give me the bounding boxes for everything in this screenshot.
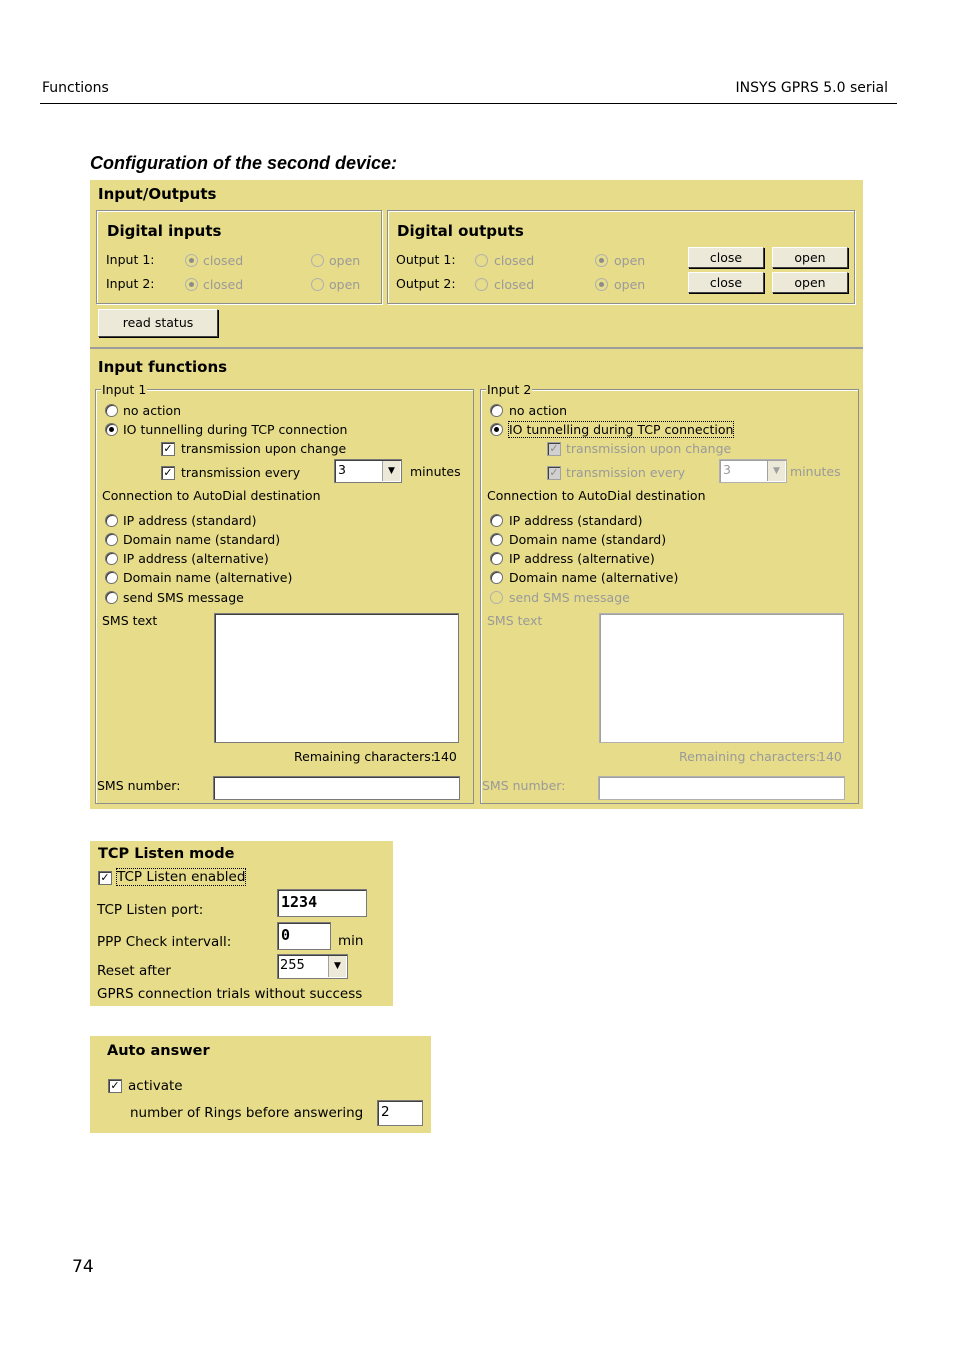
header-rule bbox=[40, 103, 897, 104]
input2-closed-radio bbox=[185, 278, 198, 291]
input-functions-title: Input functions bbox=[98, 358, 228, 376]
digital-outputs-box bbox=[387, 210, 855, 304]
input2-domain-standard-radio[interactable] bbox=[490, 533, 503, 546]
header-section: Functions bbox=[42, 80, 109, 96]
input1-closed-label: closed bbox=[203, 253, 244, 268]
input1-domain-alternative-label: Domain name (alternative) bbox=[123, 570, 293, 585]
input2-ip-standard-radio[interactable] bbox=[490, 514, 503, 527]
input1-domain-alternative-radio[interactable] bbox=[105, 571, 118, 584]
chevron-down-icon[interactable]: ▼ bbox=[767, 461, 785, 481]
reset-after-value: 255 bbox=[280, 958, 305, 973]
tcp-listen-port-label: TCP Listen port: bbox=[97, 902, 204, 918]
input2-no-action-radio[interactable] bbox=[490, 404, 503, 417]
tcp-listen-panel bbox=[90, 841, 393, 1006]
input2-label: Input 2: bbox=[106, 276, 155, 291]
tcp-listen-enabled-checkbox[interactable]: ✓ bbox=[98, 871, 112, 885]
input2-autodial-label: Connection to AutoDial destination bbox=[487, 488, 706, 503]
input2-ip-alternative-label: IP address (alternative) bbox=[509, 551, 655, 566]
output2-open-button[interactable]: open bbox=[772, 272, 848, 293]
auto-answer-title: Auto answer bbox=[107, 1043, 210, 1059]
input2-no-action-label: no action bbox=[509, 403, 568, 418]
input1-sms-number-field[interactable] bbox=[213, 776, 460, 800]
input2-send-sms-radio[interactable] bbox=[490, 591, 503, 604]
output1-close-button[interactable]: close bbox=[688, 247, 764, 268]
output2-label: Output 2: bbox=[396, 276, 456, 291]
reset-after-select[interactable] bbox=[277, 954, 348, 979]
input2-minutes-label: minutes bbox=[790, 464, 841, 479]
input1-closed-radio bbox=[185, 254, 198, 267]
input1-ip-alternative-label: IP address (alternative) bbox=[123, 551, 269, 566]
input1-no-action-radio[interactable] bbox=[105, 404, 118, 417]
header-product: INSYS GPRS 5.0 serial bbox=[735, 80, 888, 96]
input2-sms-textarea[interactable] bbox=[599, 613, 844, 743]
rings-label: number of Rings before answering bbox=[130, 1105, 364, 1121]
output1-closed-label: closed bbox=[494, 253, 535, 268]
input2-remaining-value: 140 bbox=[818, 749, 842, 764]
input1-label: Input 1: bbox=[106, 252, 155, 267]
input1-ip-standard-label: IP address (standard) bbox=[123, 513, 257, 528]
input2-interval-value: 3 bbox=[723, 462, 731, 477]
tcp-listen-title: TCP Listen mode bbox=[98, 846, 235, 862]
input1-domain-standard-radio[interactable] bbox=[105, 533, 118, 546]
digital-inputs-box bbox=[96, 210, 382, 304]
input1-autodial-label: Connection to AutoDial destination bbox=[102, 488, 321, 503]
input1-remaining-value: 140 bbox=[433, 749, 457, 764]
input1-transmission-every-checkbox[interactable]: ✓ bbox=[161, 466, 175, 480]
input1-transmission-every-label: transmission every bbox=[181, 465, 301, 480]
input1-sms-text-label: SMS text bbox=[102, 613, 158, 628]
input1-remaining-label: Remaining characters: bbox=[294, 749, 435, 764]
tcp-listen-enabled-label: TCP Listen enabled bbox=[117, 869, 246, 885]
input1-minutes-label: minutes bbox=[410, 464, 461, 479]
output2-open-radio bbox=[595, 278, 608, 291]
output2-closed-radio bbox=[475, 278, 488, 291]
input2-remaining-label: Remaining characters: bbox=[679, 749, 820, 764]
input1-sms-textarea[interactable] bbox=[214, 613, 459, 743]
output1-open-radio bbox=[595, 254, 608, 267]
input1-open-label: open bbox=[329, 253, 361, 268]
input2-transmission-every-checkbox[interactable]: ✓ bbox=[547, 466, 561, 480]
input2-sms-number-field[interactable] bbox=[598, 776, 845, 800]
auto-answer-panel bbox=[90, 1036, 431, 1133]
digital-inputs-title: Digital inputs bbox=[107, 222, 222, 240]
chevron-down-icon[interactable]: ▼ bbox=[328, 956, 346, 977]
input1-interval-select[interactable] bbox=[334, 459, 402, 483]
output1-open-button[interactable]: open bbox=[772, 247, 848, 268]
input1-io-tunnelling-radio[interactable] bbox=[105, 423, 118, 436]
output1-open-label: open bbox=[614, 253, 646, 268]
output2-closed-label: closed bbox=[494, 277, 535, 292]
output2-open-label: open bbox=[614, 277, 646, 292]
auto-answer-activate-label: activate bbox=[128, 1078, 183, 1094]
rings-input[interactable] bbox=[377, 1100, 423, 1126]
input1-ip-standard-radio[interactable] bbox=[105, 514, 118, 527]
ppp-check-label: PPP Check intervall: bbox=[97, 934, 232, 950]
input2-domain-alternative-radio[interactable] bbox=[490, 571, 503, 584]
input1-legend: Input 1 bbox=[102, 382, 147, 397]
input1-no-action-label: no action bbox=[123, 403, 182, 418]
gprs-trials-label: GPRS connection trials without success bbox=[97, 986, 363, 1002]
input1-send-sms-label: send SMS message bbox=[123, 590, 244, 605]
input2-transmission-every-label: transmission every bbox=[566, 465, 686, 480]
input2-sms-text-label: SMS text bbox=[487, 613, 543, 628]
tcp-listen-port-input[interactable] bbox=[277, 889, 367, 917]
ppp-check-input[interactable] bbox=[277, 922, 331, 950]
input1-domain-standard-label: Domain name (standard) bbox=[123, 532, 281, 547]
io-panel bbox=[90, 180, 863, 347]
input2-legend: Input 2 bbox=[487, 382, 532, 397]
output2-close-button[interactable]: close bbox=[688, 272, 764, 293]
ppp-check-value: 0 bbox=[281, 926, 291, 944]
input2-interval-select[interactable] bbox=[719, 459, 787, 483]
chevron-down-icon[interactable]: ▼ bbox=[382, 461, 400, 481]
input2-io-tunnelling-label: IO tunnelling during TCP connection bbox=[509, 422, 734, 437]
input1-send-sms-radio[interactable] bbox=[105, 591, 118, 604]
input2-transmission-change-label: transmission upon change bbox=[566, 441, 732, 456]
rings-value: 2 bbox=[381, 1104, 390, 1120]
page-number: 74 bbox=[72, 1257, 94, 1277]
reset-after-label: Reset after bbox=[97, 963, 171, 979]
input2-open-label: open bbox=[329, 277, 361, 292]
input2-io-tunnelling-radio[interactable] bbox=[490, 423, 503, 436]
input2-domain-standard-label: Domain name (standard) bbox=[509, 532, 667, 547]
digital-outputs-title: Digital outputs bbox=[397, 222, 524, 240]
input2-closed-label: closed bbox=[203, 277, 244, 292]
input2-open-radio bbox=[311, 278, 324, 291]
input2-transmission-change-checkbox[interactable]: ✓ bbox=[547, 442, 561, 456]
input2-ip-standard-label: IP address (standard) bbox=[509, 513, 643, 528]
input1-ip-alternative-radio[interactable] bbox=[105, 552, 118, 565]
input2-domain-alternative-label: Domain name (alternative) bbox=[509, 570, 679, 585]
input2-send-sms-label: send SMS message bbox=[509, 590, 630, 605]
input1-interval-value: 3 bbox=[338, 462, 346, 477]
auto-answer-activate-checkbox[interactable]: ✓ bbox=[108, 1079, 122, 1093]
output1-closed-radio bbox=[475, 254, 488, 267]
input1-transmission-change-label: transmission upon change bbox=[181, 441, 347, 456]
input1-sms-number-label: SMS number: bbox=[97, 778, 181, 793]
input1-transmission-change-checkbox[interactable]: ✓ bbox=[161, 442, 175, 456]
input2-ip-alternative-radio[interactable] bbox=[490, 552, 503, 565]
input-functions-panel bbox=[90, 352, 863, 809]
io-panel-title: Input/Outputs bbox=[98, 185, 217, 203]
input2-sms-number-label: SMS number: bbox=[482, 778, 566, 793]
page-title: Configuration of the second device: bbox=[90, 153, 398, 173]
read-status-button[interactable]: read status bbox=[98, 309, 218, 337]
output1-label: Output 1: bbox=[396, 252, 456, 267]
tcp-listen-port-value: 1234 bbox=[281, 893, 318, 911]
ppp-check-unit: min bbox=[338, 933, 364, 949]
input1-open-radio bbox=[311, 254, 324, 267]
input1-io-tunnelling-label: IO tunnelling during TCP connection bbox=[123, 422, 348, 437]
